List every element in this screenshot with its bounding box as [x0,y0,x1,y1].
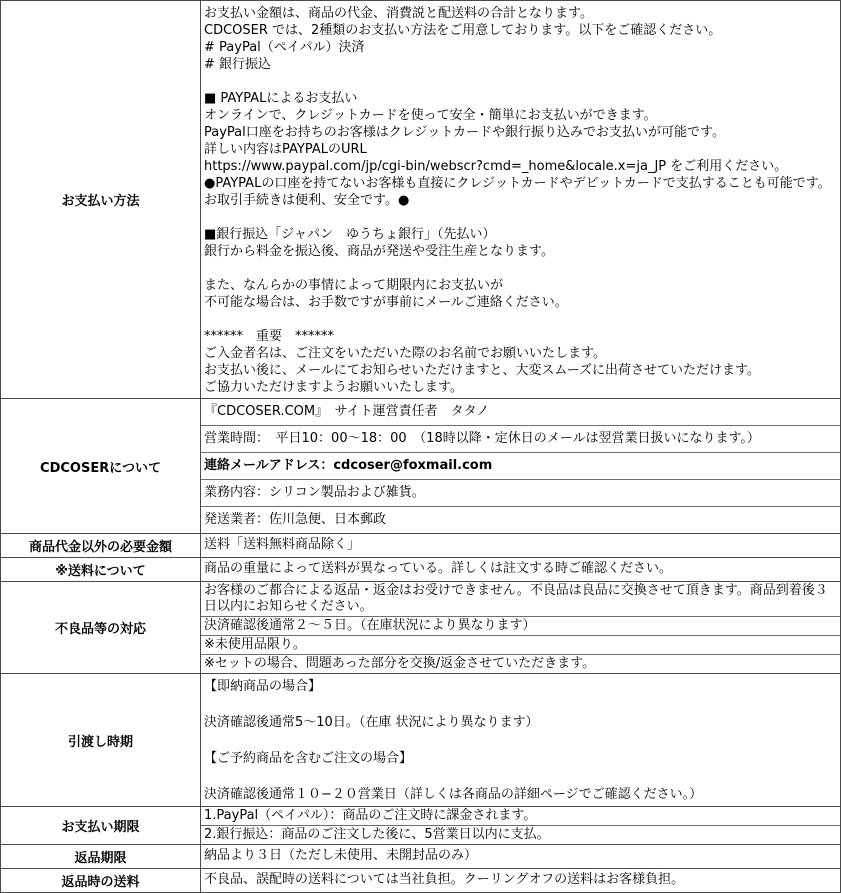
text-line: ●PAYPALの口座を持てないお客様も直接にクレジットカードやデビットカードで支払することも可能です。 [204,176,831,191]
business-description: 業務内容：シリコン製品および雑貨。 [201,480,840,507]
blank-line [201,732,840,750]
blank-line [201,260,840,277]
paypal-deadline: 1.PayPal（ペイパル）：商品のご注文時に課金されます。 [201,807,840,826]
return-shipping-label: 返品時の送料 [1,869,201,892]
row-payment-deadline [1,807,840,845]
paypal-section-heading: ■ PAYPALによるお支払い [204,91,358,106]
shipping-carriers: 発送業者：佐川急便、日本郵政 [204,512,387,527]
preorder-heading: 【ご予約商品を含むご注文の場合】 [204,751,413,766]
text-line: お支払い後に、メールにてお知らせいただけますと、大変スムーズに出荷させていただけます。 [204,363,761,378]
site-operator: 『CDCOSER.COM』 サイト運営責任者 タタノ [201,399,840,426]
blank-line [201,73,840,90]
return-deadline-content [201,845,840,868]
extra-fees-label: 商品代金以外の必要金額 [1,534,201,557]
bank-deadline: 2.銀行振込：商品のご注文した後に、5営業日以内に支払。 [204,827,550,842]
text-line: CDCOSER では、2種類のお支払い方法をご用意しております。以下をご確認ください。 [204,23,722,38]
text-line: お支払い金額は、商品の代金、消費説と配送料の合計となります。 [204,6,593,21]
text-line: # 銀行振込 [204,57,272,72]
blank-line [201,311,840,328]
row-about-cdcoser [1,399,840,534]
payment-deadline-content [201,807,840,844]
text-line: 不可能な場合は、お手数ですが事前にメールご連絡ください。 [204,295,568,310]
defective-items-label: 不良品等の対応 [1,582,201,673]
row-return-shipping [1,869,840,892]
row-shipping-fee [1,558,840,582]
return-deadline-label: 返品期限 [1,845,201,868]
row-return-deadline [1,845,840,869]
set-exchange-note: ※セットの場合、問題あった部分を交換/返金させていただきます。 [204,656,596,671]
blank-line [201,209,840,226]
shipping-fee-content [201,558,840,581]
text-line: ご協力いただけますようお願いいたします。 [204,380,463,395]
row-extra-fees [1,534,840,558]
paypal-url: https://www.paypal.com/jp/cgi-bin/webscr?cmd=_home&locale.x=ja_JP をご利用ください。 [204,159,788,174]
important-heading: ****** 重要 ****** [204,329,335,344]
text-line: お取引手続きは便利、安全です。● [204,193,410,208]
return-shipping-content [201,869,840,892]
text-line: # PayPal（ペイパル）決済 [204,40,365,55]
blank-line [201,768,840,786]
bank-transfer-heading: ■銀行振込「ジャパン ゆうちょ銀行」（先払い） [204,227,496,242]
row-payment-method [1,1,840,399]
contact-email: 連絡メールアドレス：cdcoser@foxmail.com [201,453,840,480]
row-defective-items [1,582,840,674]
in-stock-heading: 【即納商品の場合】 [204,679,322,694]
text-line: 決済確認後通常5〜10日。（在庫 状況により異なります） [204,715,539,730]
return-shipping-detail: 不良品、誤配時の送料については当社負担。クーリングオフの送料はお客様負担。 [204,872,685,887]
text-line: 決済確認後通常１０−２０営業日（詳しくは各商品の詳細ページでご確認ください。） [204,787,703,802]
shipping-fee-note: 送料「送料無料商品除く」 [204,537,361,552]
shipping-fee-detail: 商品の重量によって送料が異なっている。詳しくは註文する時ご確認ください。 [204,561,673,576]
exchange-lead-time: 決済確認後通常２〜５日。（在庫状況により異なります） [201,617,840,636]
text-line: PayPal口座をお持ちのお客様はクレジットカードや銀行振り込みでお支払いが可能です。 [204,125,725,140]
text-line: ご入金者名は、ご注文をいただいた際のお名前でお願いいたします。 [204,346,606,361]
return-deadline-detail: 納品より３日（ただし未使用、未開封品のみ） [204,848,478,863]
text-line: 銀行から料金を振込後、商品が発送や受注生産となります。 [204,244,554,259]
text-line: 詳しい内容はPAYPALのURL [204,142,367,157]
shipping-fee-label: ※送料について [1,558,201,581]
about-cdcoser-label: CDCOSERについて [1,399,201,533]
payment-method-content [201,1,840,398]
blank-line [201,696,840,714]
text-line: また、なんらかの事情によって期限内にお支払いが [204,278,504,293]
delivery-time-label: 引渡し時期 [1,674,201,806]
defective-items-content [201,582,840,673]
about-cdcoser-content [201,399,840,533]
payment-method-label: お支払い方法 [1,1,201,398]
return-policy: お客様のご都合による返品・返金はお受けできません。不良品は良品に交換させて頂きます。商品到着後３日以内にお知らせください。 [201,582,840,617]
extra-fees-content [201,534,840,557]
business-hours: 営業時間： 平日10：00〜18：00 （18時以降・定休日のメールは翌営業日扱いになります。） [201,426,840,453]
text-line: オンラインで、クレジットカードを使って安全・簡単にお支払いができます。 [204,108,657,123]
payment-deadline-label: お支払い期限 [1,807,201,844]
delivery-time-content [201,674,840,806]
row-delivery-time [1,674,840,807]
unused-only-note: ※未使用品限り。 [201,636,840,655]
